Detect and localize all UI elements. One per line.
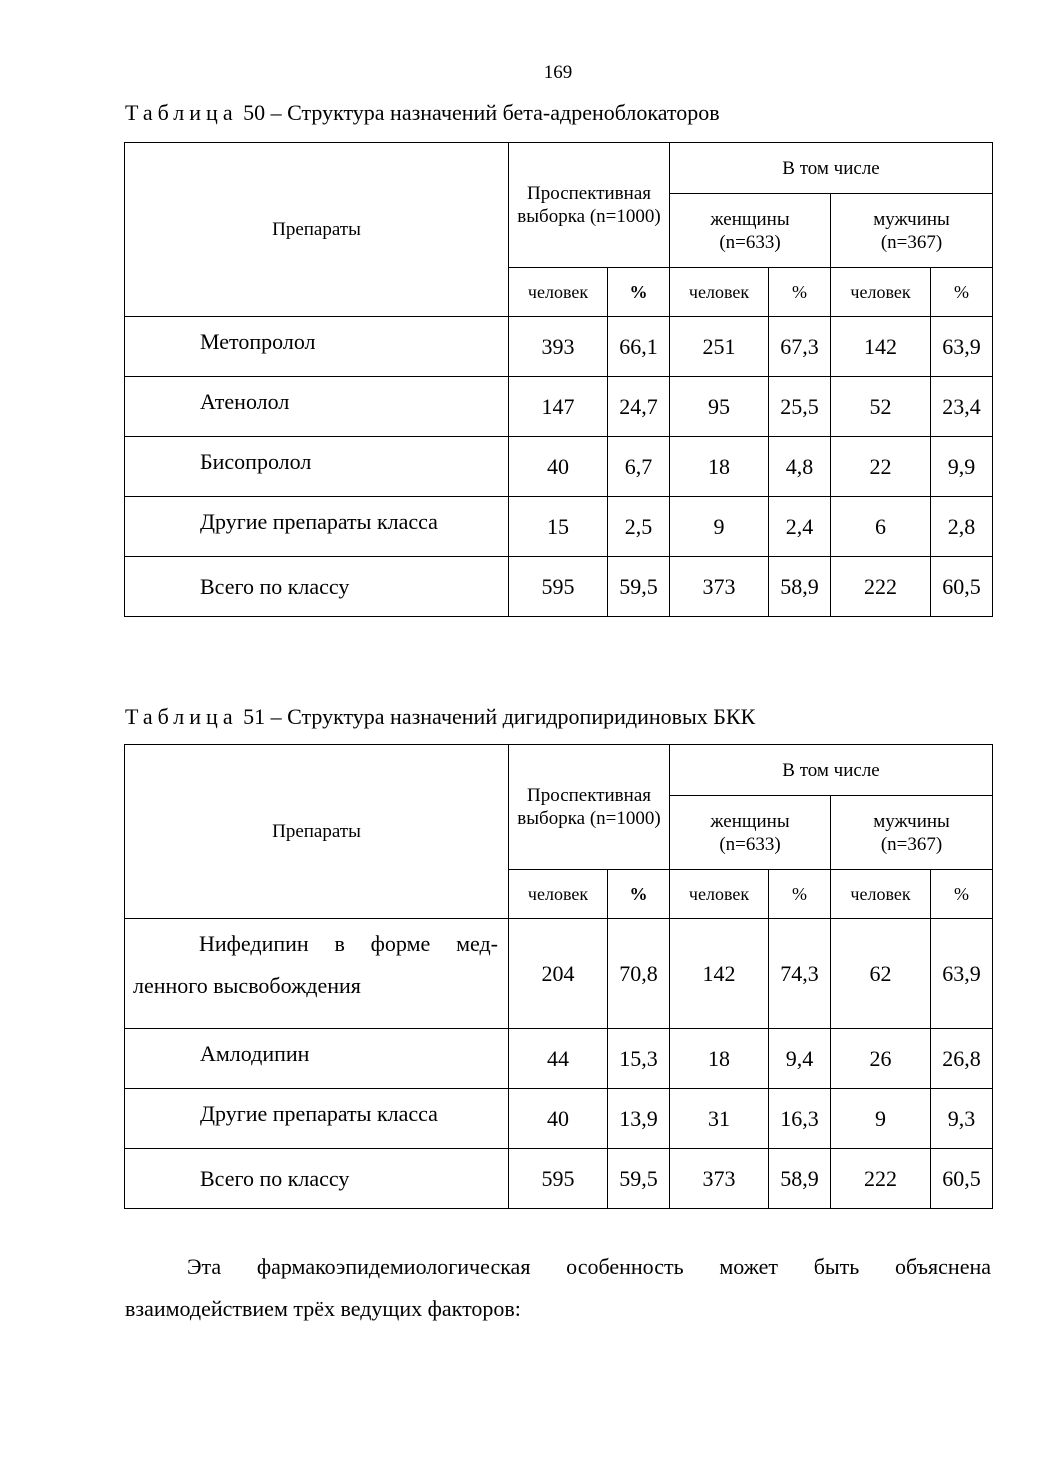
women-percent: 58,9 <box>769 1149 831 1209</box>
header-percent: % <box>769 268 831 317</box>
table-50-caption <box>125 100 720 126</box>
table-row <box>125 1029 993 1089</box>
drug-name: Другие препараты класса <box>125 1089 509 1149</box>
sample-percent: 59,5 <box>608 1149 670 1209</box>
sample-percent: 66,1 <box>608 317 670 377</box>
table-row <box>125 437 993 497</box>
table-51 <box>124 744 993 1209</box>
men-percent: 9,9 <box>931 437 993 497</box>
men-percent: 9,3 <box>931 1089 993 1149</box>
women-percent: 2,4 <box>769 497 831 557</box>
sample-count: 40 <box>509 437 608 497</box>
body-paragraph-text: Эта фармакоэпидемиологическая особенность может быть объяснена взаимодействием трёх ведущих факторов: <box>125 1254 991 1321</box>
sample-count: 15 <box>509 497 608 557</box>
men-count: 22 <box>831 437 931 497</box>
sample-percent: 70,8 <box>608 919 670 1029</box>
header-percent: % <box>608 268 670 317</box>
table-row <box>125 1089 993 1149</box>
drug-name: Амлодипин <box>125 1029 509 1089</box>
table-row <box>125 377 993 437</box>
table-50 <box>124 142 993 617</box>
women-count: 95 <box>670 377 769 437</box>
women-count: 18 <box>670 1029 769 1089</box>
header-drugs: Препараты <box>125 143 509 317</box>
women-count: 373 <box>670 557 769 617</box>
header-including: В том числе <box>670 745 993 796</box>
caption-prefix: Таблица <box>125 100 238 125</box>
header-men: мужчины (n=367) <box>831 194 993 268</box>
header-sample: Проспективная выборка (n=1000) <box>509 745 670 870</box>
body-paragraph <box>125 1246 991 1330</box>
drug-name <box>125 919 509 1029</box>
header-people: человек <box>509 268 608 317</box>
women-count: 18 <box>670 437 769 497</box>
men-count: 62 <box>831 919 931 1029</box>
women-count: 373 <box>670 1149 769 1209</box>
drug-name: Всего по классу <box>125 1149 509 1209</box>
men-count: 222 <box>831 557 931 617</box>
header-percent: % <box>931 268 993 317</box>
header-drugs: Препараты <box>125 745 509 919</box>
women-count: 9 <box>670 497 769 557</box>
header-people: человек <box>670 870 769 919</box>
sample-percent: 15,3 <box>608 1029 670 1089</box>
men-count: 222 <box>831 1149 931 1209</box>
header-people: человек <box>670 268 769 317</box>
header-women: женщины (n=633) <box>670 796 831 870</box>
sample-count: 40 <box>509 1089 608 1149</box>
header-including: В том числе <box>670 143 993 194</box>
men-percent: 63,9 <box>931 317 993 377</box>
table-row <box>125 919 993 1029</box>
men-count: 52 <box>831 377 931 437</box>
caption-text: 50 – Структура назначений бета-адреноблокаторов <box>237 100 720 125</box>
header-percent: % <box>769 870 831 919</box>
table-51-caption <box>125 704 755 730</box>
sample-percent: 2,5 <box>608 497 670 557</box>
women-percent: 4,8 <box>769 437 831 497</box>
table-row-total <box>125 557 993 617</box>
header-percent: % <box>608 870 670 919</box>
sample-count: 204 <box>509 919 608 1029</box>
women-percent: 9,4 <box>769 1029 831 1089</box>
header-sample: Проспективная выборка (n=1000) <box>509 143 670 268</box>
sample-count: 147 <box>509 377 608 437</box>
men-count: 9 <box>831 1089 931 1149</box>
sample-percent: 59,5 <box>608 557 670 617</box>
women-percent: 74,3 <box>769 919 831 1029</box>
header-people: человек <box>831 268 931 317</box>
men-count: 26 <box>831 1029 931 1089</box>
men-count: 6 <box>831 497 931 557</box>
men-percent: 2,8 <box>931 497 993 557</box>
drug-name: Всего по классу <box>125 557 509 617</box>
men-percent: 23,4 <box>931 377 993 437</box>
sample-count: 44 <box>509 1029 608 1089</box>
header-women: женщины (n=633) <box>670 194 831 268</box>
table-row-total <box>125 1149 993 1209</box>
women-count: 142 <box>670 919 769 1029</box>
sample-count: 595 <box>509 1149 608 1209</box>
sample-count: 393 <box>509 317 608 377</box>
drug-name: Другие препараты класса <box>125 497 509 557</box>
women-percent: 58,9 <box>769 557 831 617</box>
sample-percent: 6,7 <box>608 437 670 497</box>
header-people: человек <box>509 870 608 919</box>
sample-percent: 24,7 <box>608 377 670 437</box>
men-percent: 26,8 <box>931 1029 993 1089</box>
caption-text: 51 – Структура назначений дигидропиридиновых БКК <box>237 704 756 729</box>
men-percent: 63,9 <box>931 919 993 1029</box>
women-percent: 67,3 <box>769 317 831 377</box>
women-percent: 16,3 <box>769 1089 831 1149</box>
header-people: человек <box>831 870 931 919</box>
drug-name-text: Нифедипин в форме мед-ленного высвобождения <box>133 931 498 998</box>
drug-name: Метопролол <box>125 317 509 377</box>
page-number: 169 <box>543 62 573 83</box>
caption-prefix: Таблица <box>125 704 238 729</box>
men-count: 142 <box>831 317 931 377</box>
sample-percent: 13,9 <box>608 1089 670 1149</box>
table-row <box>125 497 993 557</box>
women-count: 31 <box>670 1089 769 1149</box>
sample-count: 595 <box>509 557 608 617</box>
table-row <box>125 317 993 377</box>
header-men: мужчины (n=367) <box>831 796 993 870</box>
men-percent: 60,5 <box>931 1149 993 1209</box>
women-count: 251 <box>670 317 769 377</box>
header-percent: % <box>931 870 993 919</box>
women-percent: 25,5 <box>769 377 831 437</box>
men-percent: 60,5 <box>931 557 993 617</box>
drug-name: Бисопролол <box>125 437 509 497</box>
drug-name: Атенолол <box>125 377 509 437</box>
